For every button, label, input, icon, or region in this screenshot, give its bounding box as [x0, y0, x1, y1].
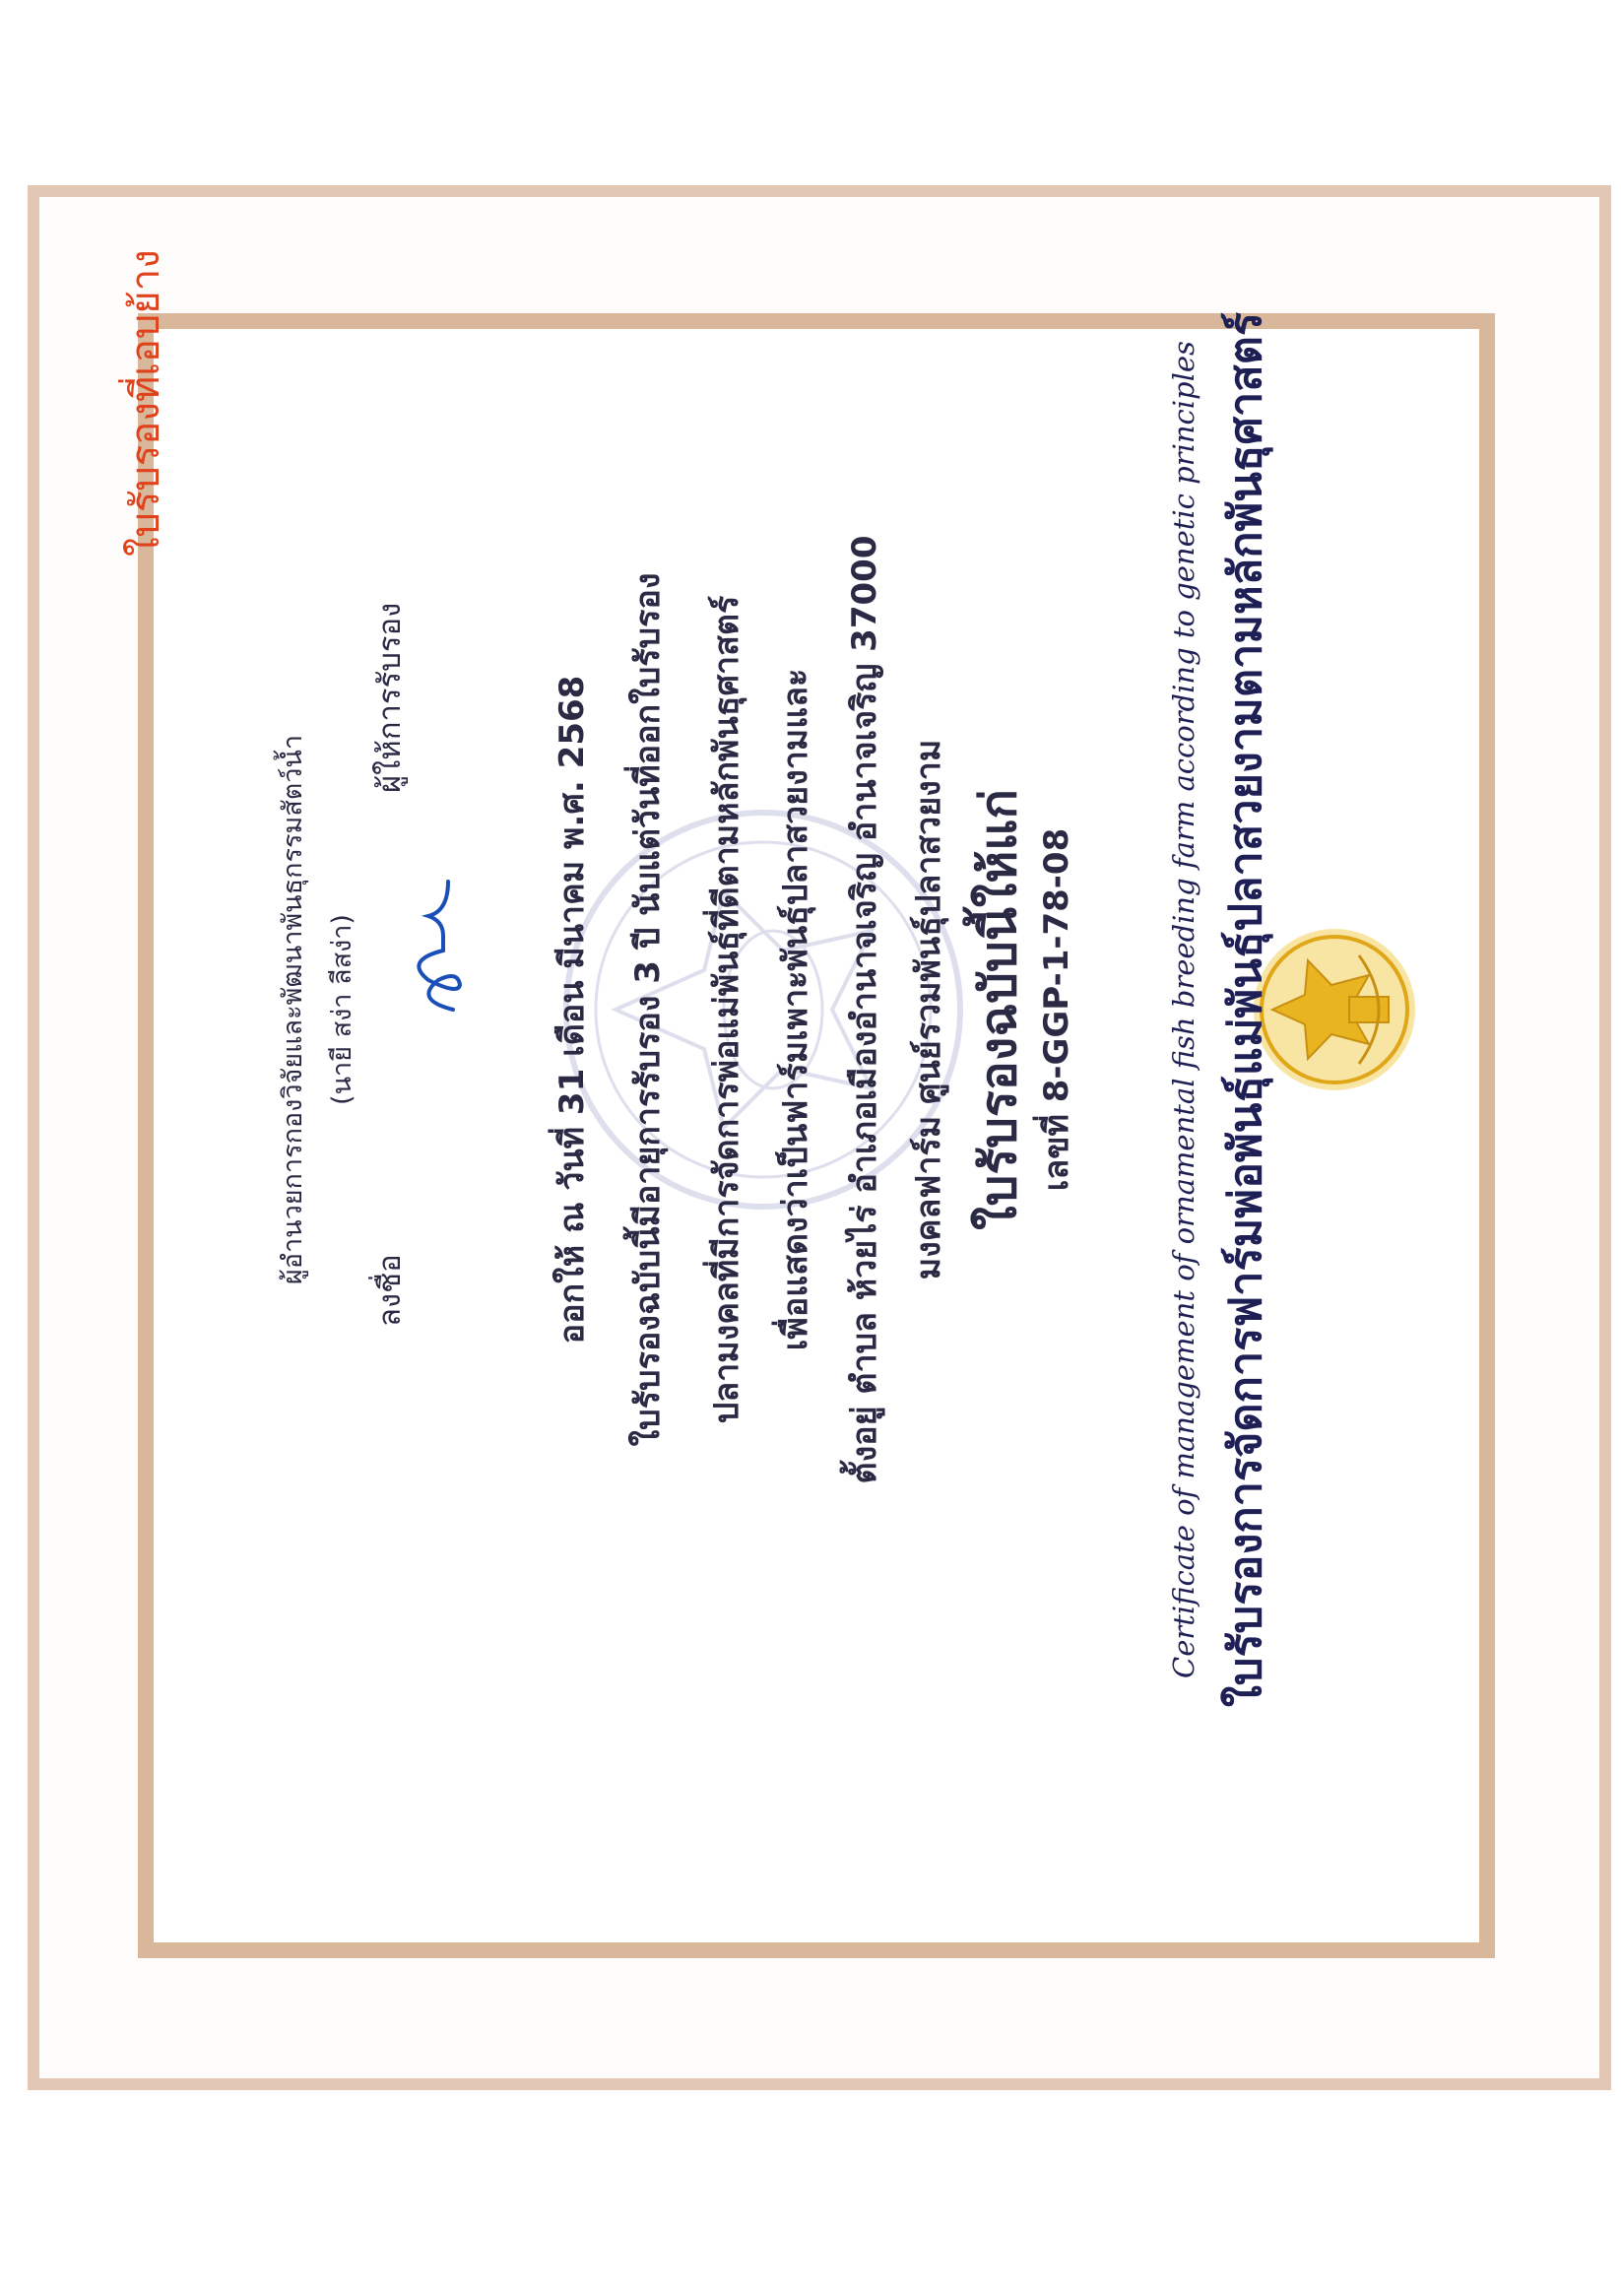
- signer-role: ผู้ให้การรับรอง: [372, 602, 408, 793]
- signer-name: (นายี สง่า ลีสง่า): [327, 914, 357, 1105]
- validity-statement: ใบรับรองฉบับนี้มีอายุการรับรอง 3 ปี นับแต่วันที่ออกใบรับรอง: [628, 572, 668, 1447]
- sign-label: ลงชื่อ: [372, 1254, 408, 1327]
- certificate-number: เลขที่ 8-GGP-1-78-08: [1037, 827, 1076, 1192]
- signature-icon: [399, 872, 478, 1019]
- certificate-content: [44, 222, 1325, 1798]
- purpose-line-2: ปลามงคลที่มีการจัดการพ่อแม่พันธุ์ที่ดีตามหลักพันธุศาสตร์: [707, 595, 746, 1424]
- purpose-line-1: เพื่อแสดงว่าเป็นฟาร์มเพาะพันธุ์ปลาสวยงามและ: [776, 668, 815, 1351]
- certificate-title: ใบรับรองการจัดการฟาร์มพ่อพันธุ์แม่พันธุ์ปลาสวยงามตามหลักพันธุศาสตร์: [1219, 311, 1271, 1708]
- recipient-address: ตั้งอยู่ ตำบล ห้วยไร่ อำเภอเมืองอำนาจเจริญ อำนาจเจริญ 37000: [845, 535, 884, 1484]
- signer-title: ผู้อำนวยการกองวิจัยและพัฒนาพันธุกรรมสัตว์น้ำ: [278, 734, 308, 1285]
- corner-note: ใบรับรองที่เอบย้าง: [123, 249, 168, 557]
- recipient-name: มงคลฟาร์ม ศูนย์รวมพันธุ์ปลาสวยงาม: [909, 739, 948, 1280]
- issue-date: ออกให้ ณ วันที่ 31 เดือน มีนาคม พ.ศ. 2568: [552, 675, 592, 1345]
- certificate-subtitle: Certificate of management of ornamental fish breeding farm according to genetic principles: [1167, 341, 1200, 1678]
- certificate-heading: ใบรับรองฉบับนี้ให้แก่: [970, 789, 1027, 1230]
